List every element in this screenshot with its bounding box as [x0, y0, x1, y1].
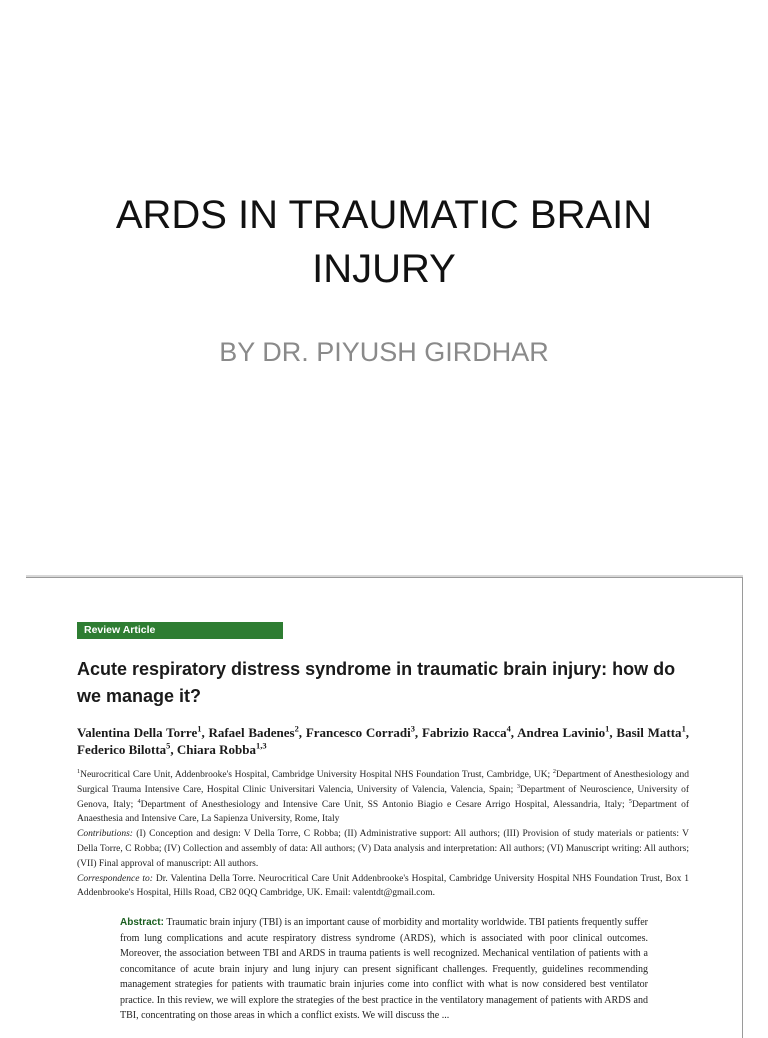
- author-affiliation-marker: 1: [605, 723, 610, 734]
- author: [208, 725, 298, 740]
- author-name: Federico Bilotta: [77, 742, 167, 757]
- correspondence-text: Dr. Valentina Della Torre. Neurocritical Care Unit Addenbrooke's Hospital, Cambridge University Hospital NHS Foundation Trust, Box 1 Addenbrooke's Hospital, Hills Road, CB2 0QQ Cambridge, UK. Email: valentdt@gmail.com.: [77, 873, 690, 899]
- paper-title: Acute respiratory distress syndrome in traumatic brain injury: how do we manage it?: [77, 659, 676, 706]
- contributions: [77, 827, 689, 871]
- correspondence-label: Correspondence to:: [77, 873, 153, 884]
- affiliation-text: Neurocritical Care Unit, Addenbrooke's Hospital, Cambridge University Hospital NHS Foundation Trust, Cambridge, UK;: [80, 770, 551, 780]
- author-affiliation-marker: 4: [506, 723, 511, 734]
- author-name: Chiara Robba: [176, 742, 256, 757]
- abstract-label: Abstract:: [120, 917, 164, 928]
- author-affiliation-marker: 1: [681, 723, 686, 734]
- affiliation-text: Department of Anesthesiology and Surgical Trauma Intensive Care, Hospital Clinic Universitari Valencia, University of Valencia, Valencia, Spain;: [77, 770, 690, 795]
- slide-title: ARDS IN TRAUMATIC BRAIN INJURY: [115, 193, 653, 291]
- author-affiliation-marker: 2: [294, 723, 299, 734]
- author-name: Fabrizio Racca: [421, 725, 507, 740]
- affiliation-marker: 4: [137, 798, 141, 805]
- author-name: Rafael Badenes: [208, 725, 295, 740]
- abstract: [120, 915, 648, 1024]
- author-list: Valentina Della Torre$^1$, Rafael Badenes$^2$, Francesco Corradi$^3$, Fabrizio Racca$^4$, Andrea Lavinio$^1$, Basil Matta$^1$, Federico Bilotta$^5$, Chiara Robba$^{1,3}$: [77, 723, 690, 757]
- abstract-text: Traumatic brain injury (TBI) is an important cause of morbidity and mortality worldwide. TBI patients frequently suffer from lung complications and acute respiratory distress syndrome (ARDS), which is associated with poor clinical outcomes. Moreover, the association between TBI and ARDS in trauma patients is well recognized. Mechanical ventilation of patients with a concomitance of acute brain injury and lung injury can present significant challenges. Frequently, guidelines recommending management strategies for patients with traumatic brain injuries come into conflict with what is now considered best ventilator practice. In this review, we will explore the strategies of the best practice in the ventilatory management of patients with ARDS and TBI, concentrating on those areas in which a conflict exists. We will discuss the ...: [120, 917, 649, 1021]
- author-affiliation-marker: 1,3: [256, 740, 267, 751]
- author-affiliation-marker: 5: [166, 740, 171, 751]
- author: [177, 742, 267, 757]
- affiliations: [77, 768, 689, 827]
- paper-excerpt: [26, 577, 743, 1038]
- author-affiliation-marker: 1: [197, 723, 202, 734]
- contributions-text: (I) Conception and design: V Della Torre, C Robba; (II) Administrative support: All authors; (III) Provision of study materials or patients: V Della Torre, C Robba; (IV) Collection and assembly of data: All authors; (V) Data analysis and interpretation: All authors; (VI) Manuscript writing: All authors; (VII) Final approval of manuscript: All authors.: [77, 829, 690, 869]
- affiliation-marker: 2: [552, 768, 556, 775]
- author-name: Valentina Della Torre: [77, 725, 198, 740]
- affiliation-marker: 5: [628, 798, 632, 805]
- affiliation-text: Department of Neuroscience, University of Genova, Italy;: [77, 784, 690, 810]
- author: [616, 725, 685, 740]
- correspondence: [77, 872, 689, 902]
- author: [517, 725, 609, 740]
- author: [306, 725, 415, 740]
- author: [77, 742, 170, 757]
- author-name: Andrea Lavinio: [517, 725, 606, 740]
- affiliation-text: Department of Anesthesiology and Intensive Care Unit, SS Antonio Biagio e Cesare Arrigo Hospital, Alessandria, Italy;: [140, 799, 625, 810]
- paper-front-matter: [77, 768, 689, 901]
- affiliation-text: Department of Anaesthesia and Intensive Care, La Sapienza University, Rome, Italy: [77, 799, 689, 825]
- affiliation-marker: 3: [516, 783, 520, 790]
- author-name: Francesco Corradi: [305, 725, 411, 740]
- author: [77, 725, 201, 740]
- contributions-label: Contributions:: [77, 829, 133, 840]
- affiliation-marker: 1: [77, 768, 81, 775]
- review-article-badge: Review Article: [77, 622, 283, 639]
- author: [422, 725, 511, 740]
- author-name: Basil Matta: [616, 725, 682, 740]
- slide-subtitle: BY DR. PIYUSH GIRDHAR: [219, 337, 549, 367]
- author-affiliation-marker: 3: [410, 723, 415, 734]
